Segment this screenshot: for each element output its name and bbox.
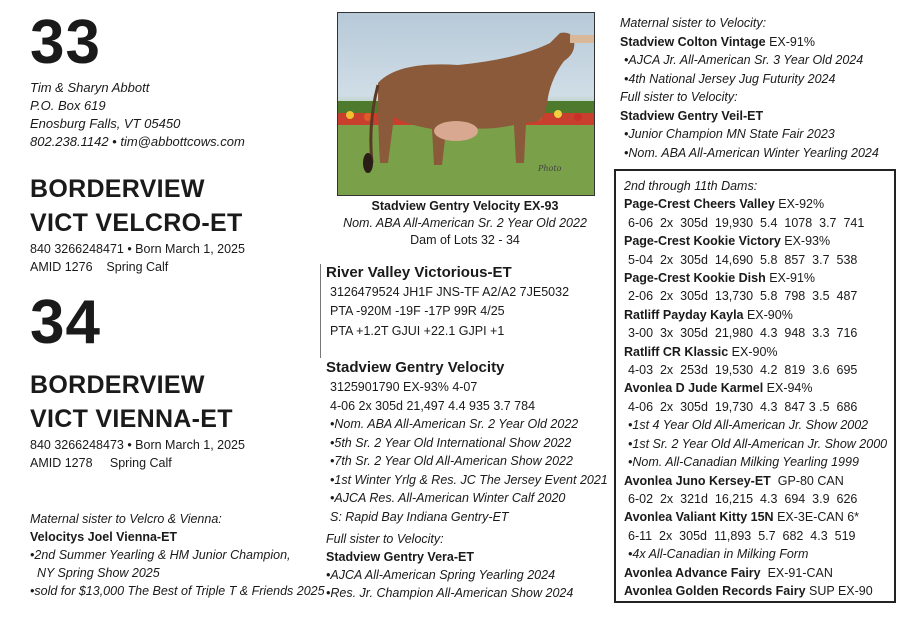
dam-entry-award: •1st Sr. 2 Year Old All-American Jr. Show 2000 [628, 436, 888, 451]
dam-entry [624, 195, 894, 232]
owner-address-line2: Enosburg Falls, VT 05450 [30, 116, 181, 131]
dam-entry-title [624, 232, 894, 250]
dam-entry-name: Avonlea Golden Records Fairy [624, 583, 806, 598]
lot-33-number: 33 [30, 8, 101, 77]
photographer-signature: Photo [538, 164, 562, 173]
full-sister-1-line: •AJCA All-American Spring Yearling 2024 [326, 568, 556, 582]
dam-entry-award: •1st 4 Year Old All-American Jr. Show 2002 [628, 418, 869, 433]
dam-entry-name: Avonlea D Jude Karmel [624, 381, 764, 396]
full-sister-2-intro: Full sister to Velocity: [620, 90, 738, 104]
cow-illustration [338, 13, 594, 195]
dam-entry [624, 472, 894, 509]
maternal-sister-velocity-title [620, 33, 879, 52]
dam-entry-name: Avonlea Advance Fairy [624, 565, 761, 580]
dam-entry [624, 582, 894, 600]
dam-block [326, 358, 608, 526]
dam-entry-title [624, 195, 894, 213]
dam-entry [624, 269, 894, 306]
dam-entry-name: Ratliff CR Klassic [624, 344, 729, 359]
sire-line: PTA +1.2T GJUI +22.1 GJPI +1 [330, 323, 505, 338]
dam-entry-score: EX-90% [743, 307, 793, 322]
maternal-sister-velocity-name: Stadview Colton Vintage [620, 34, 766, 49]
dam-entry-name: Page-Crest Cheers Valley [624, 197, 775, 212]
dam-entry-title [624, 472, 894, 490]
maternal-sister-intro: Maternal sister to Velcro & Vienna: [30, 512, 222, 526]
dam-entry-score: EX-92% [774, 197, 825, 212]
dam-entry-name: Avonlea Juno Kersey-ET [624, 473, 771, 488]
dam-entry [624, 343, 894, 380]
dam-entry-name: Ratliff Payday Kayla [624, 307, 744, 322]
maternal-sister-velocity-intro: Maternal sister to Velocity: [620, 16, 767, 30]
dam-line: 3125901790 EX-93% 4-07 [330, 380, 478, 394]
dam-entry-title [624, 564, 894, 582]
maternal-sister-name: Velocitys Joel Vienna-ET [30, 530, 178, 545]
velocity-sisters-block [620, 14, 879, 162]
dam-award: •Nom. ABA All-American Sr. 2 Year Old 2022 [330, 417, 579, 431]
dam-award: •7th Sr. 2 Year Old All-American Show 2022 [330, 454, 573, 468]
lot-34-amid: AMID 1278 Spring Calf [30, 456, 172, 470]
lot-34-name-line2: VICT VIENNA-ET [30, 405, 233, 433]
full-sister-2-line: •Nom. ABA All-American Winter Yearling 2024 [624, 145, 879, 160]
dam-entry-score: EX-91-CAN [760, 565, 833, 580]
dam-entry-record: 6-06 2x 305d 19,930 5.4 1078 3.7 741 [628, 215, 865, 230]
dam-entry [624, 564, 894, 582]
dam-entry-record: 6-11 2x 305d 11,893 5.7 682 4.3 519 [628, 528, 856, 543]
maternal-sister-velocity-line: •AJCA Jr. All-American Sr. 3 Year Old 2024 [624, 53, 864, 67]
caption-award: Nom. ABA All-American Sr. 2 Year Old 2022 [343, 216, 587, 230]
dam-award: •AJCA Res. All-American Winter Calf 2020 [330, 491, 566, 505]
dam-entry-score: EX-93% [780, 234, 831, 249]
dam-award: •1st Winter Yrlg & Res. JC The Jersey Event 2021 [330, 472, 608, 487]
lot-33-block [30, 172, 245, 276]
dam-entry-record: 4-03 2x 253d 19,530 4.2 819 3.6 695 [628, 363, 858, 378]
owner-name: Tim & Sharyn Abbott [30, 80, 150, 95]
lot-34-registration: 840 3266248473 • Born March 1, 2025 [30, 438, 245, 452]
dams-box [614, 169, 896, 603]
dam-entry-name: Avonlea Valiant Kitty 15N [624, 510, 774, 525]
dam-entry-record: 5-04 2x 305d 14,690 5.8 857 3.7 538 [628, 252, 858, 267]
dam-entry-award: •Nom. All-Canadian Milking Yearling 1999 [628, 455, 859, 470]
full-sister-1-line: •Res. Jr. Champion All-American Show 2024 [326, 586, 574, 600]
dams-header: 2nd through 11th Dams: [624, 179, 758, 193]
dam-entry-title [624, 269, 894, 287]
lot-34-block [30, 368, 245, 472]
sire-block [326, 263, 569, 341]
dam-entry [624, 508, 894, 563]
sire-line: 3126479524 JH1F JNS-TF A2/A2 7JE5032 [330, 285, 570, 299]
owner-address-line1: P.O. Box 619 [30, 98, 106, 113]
dam-entry-title [624, 508, 894, 526]
pedigree-bracket-line [320, 264, 321, 358]
dam-entry-score: SUP EX-90 [805, 583, 873, 598]
dam-entry-record: 3-00 3x 305d 21,980 4.3 948 3.3 716 [628, 326, 858, 341]
photo-caption [337, 198, 593, 249]
dam-entry-record: 6-02 2x 321d 16,215 4.3 694 3.9 626 [628, 491, 858, 506]
maternal-sister-line: NY Spring Show 2025 [30, 566, 160, 581]
dam-entry-title [624, 582, 894, 600]
dams-list [624, 195, 894, 600]
dam-entry-score: EX-91% [765, 271, 816, 286]
dam-entry-record: 2-06 2x 305d 13,730 5.8 798 3.5 487 [628, 289, 858, 304]
sire-line: PTA -920M -19F -17P 99R 4/25 [330, 304, 505, 319]
full-sister-1-name: Stadview Gentry Vera-ET [326, 550, 474, 564]
sire-name: River Valley Victorious-ET [326, 264, 512, 281]
full-sister-1-block [326, 530, 573, 602]
dam-entry [624, 232, 894, 269]
full-sister-2-name: Stadview Gentry Veil-ET [620, 108, 764, 123]
lot-34-name-line1: BORDERVIEW [30, 371, 205, 399]
dam-entry-title [624, 306, 894, 324]
full-sister-2-line: •Junior Champion MN State Fair 2023 [624, 127, 835, 141]
lot-33-registration: 840 3266248471 • Born March 1, 2025 [30, 242, 245, 256]
dam-entry-score: GP-80 CAN [770, 473, 844, 488]
dam-name: Stadview Gentry Velocity [326, 359, 505, 376]
dam-award: •5th Sr. 2 Year Old International Show 2022 [330, 435, 572, 450]
dam-entry-name: Page-Crest Kookie Victory [624, 234, 781, 249]
lot-33-amid: AMID 1276 Spring Calf [30, 260, 169, 274]
dam-entry-score: EX-3E-CAN 6* [773, 510, 860, 525]
maternal-sister-line: •sold for $13,000 The Best of Triple T & Friends 2025 [30, 584, 325, 599]
dam-record: 4-06 2x 305d 21,497 4.4 935 3.7 784 [330, 398, 536, 413]
dam-entry-score: EX-94% [763, 381, 813, 396]
dam-entry-award: •4x All-Canadian in Milking Form [628, 547, 809, 562]
cow-photo [337, 12, 595, 196]
maternal-sister-block [30, 510, 325, 600]
maternal-sister-velocity-score: EX-91% [765, 34, 815, 49]
caption-cow-name: Stadview Gentry Velocity EX-93 [371, 199, 559, 213]
dam-entry-score: EX-90% [728, 344, 778, 359]
maternal-sister-velocity-line: •4th National Jersey Jug Futurity 2024 [624, 71, 836, 86]
maternal-sister-line: •2nd Summer Yearling & HM Junior Champion, [30, 548, 291, 563]
owner-phone-email: 802.238.1142 • tim@abbottcows.com [30, 134, 245, 149]
dam-entry-record: 4-06 2x 305d 19,730 4.3 847 3 .5 686 [628, 399, 858, 414]
dam-entry [624, 306, 894, 343]
dam-entry-name: Page-Crest Kookie Dish [624, 271, 766, 286]
owner-contact [30, 79, 245, 151]
caption-dam-of: Dam of Lots 32 - 34 [410, 233, 520, 247]
dam-entry [624, 379, 894, 471]
lot-34-number: 34 [30, 288, 101, 357]
lot-33-name-line2: VICT VELCRO-ET [30, 209, 243, 237]
dam-entry-title [624, 379, 894, 397]
full-sister-1-intro: Full sister to Velocity: [326, 532, 444, 546]
lot-33-name-line1: BORDERVIEW [30, 175, 205, 203]
dam-entry-title [624, 343, 894, 361]
dam-sire: S: Rapid Bay Indiana Gentry-ET [330, 509, 509, 524]
